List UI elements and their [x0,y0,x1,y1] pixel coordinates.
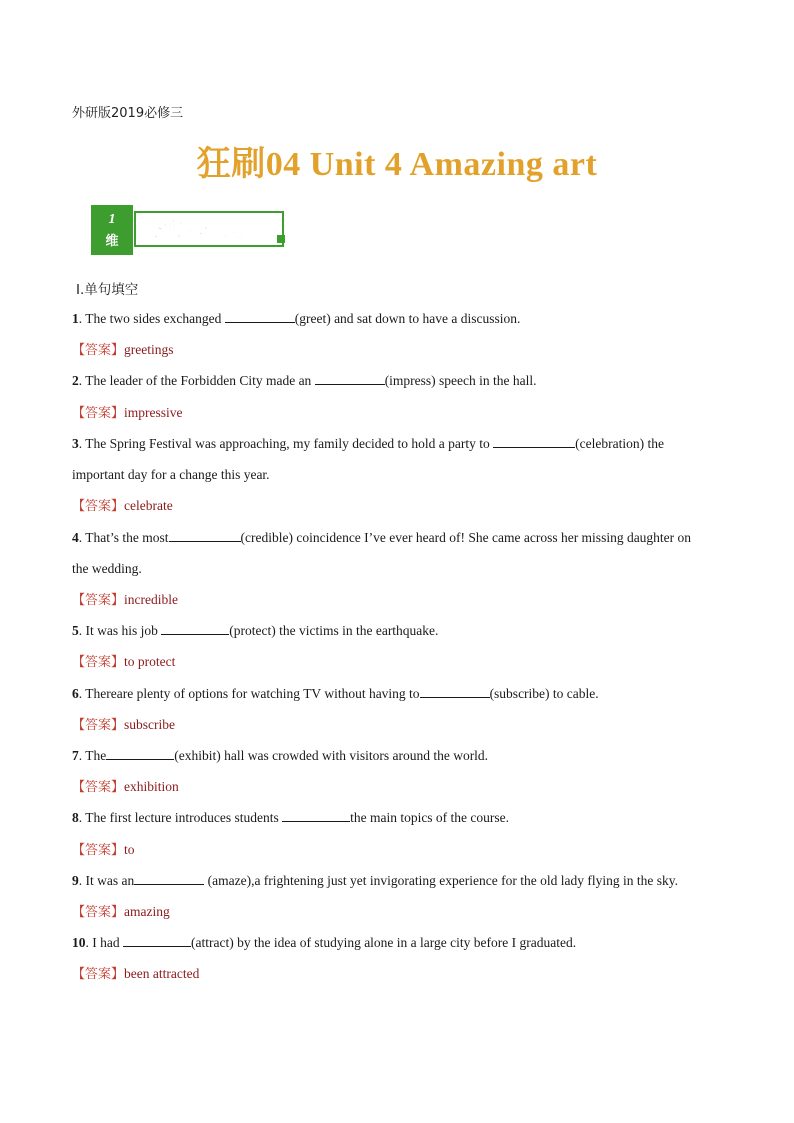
question-text-line2: important day for a change this year. [72,467,270,482]
question-text-after: (greet) and sat down to have a discussion. [294,311,521,326]
question-number: 3 [72,436,79,451]
page-title: 狂刷04 Unit 4 Amazing art [196,146,598,183]
question-text-after: (celebration) the [575,436,664,451]
question-3-continuation [72,465,722,485]
question-text-after: the main topics of the course. [350,810,510,825]
answer-blank [169,528,241,542]
answer-8 [72,840,722,861]
header-note: 外研版2019必修三 [72,106,184,121]
question-7 [72,746,722,766]
answer-value: subscribe [124,717,176,732]
answer-tag: 【答案】 [72,406,125,421]
question-text-after: (exhibit) hall was crowded with visitors around the world. [174,748,489,763]
answer-value: incredible [124,592,178,607]
question-text-before: . Thereare plenty of options for watching TV without having to [78,686,420,701]
question-number: 9 [72,873,79,888]
question-number: 5 [72,623,79,638]
banner-number: 1 [108,212,116,227]
answer-value: exhibition [124,779,179,794]
question-3 [72,434,722,454]
question-text-after: (attract) by the idea of studying alone in a large city before I graduated. [191,935,577,950]
answer-tag: 【答案】 [72,655,125,670]
question-text-before: . The Spring Festival was approaching, my family decided to hold a party to [78,436,494,451]
banner-corner-mark [277,235,285,243]
answer-4 [72,590,722,611]
question-text-before: . The two sides exchanged [78,311,225,326]
question-text-before: . It was an [78,873,135,888]
question-text-before: . The first lecture introduces students [78,810,283,825]
question-4 [72,528,722,548]
question-text-after: (protect) the victims in the earthquake. [229,623,439,638]
question-number: 6 [72,686,79,701]
banner-label: 夯实基础练 [143,217,243,241]
question-6 [72,684,722,704]
answer-tag: 【答案】 [72,780,125,795]
answer-blank [225,309,295,323]
answer-tag: 【答案】 [72,718,125,733]
question-text-before: . The [78,748,107,763]
question-9 [72,871,722,891]
question-text-line2: the wedding. [72,561,142,576]
question-8 [72,808,722,828]
question-number: 4 [72,530,79,545]
answer-value: amazing [124,904,170,919]
section-banner [91,205,287,255]
answer-value: celebrate [124,498,173,513]
answer-blank [420,684,490,698]
answer-value: to protect [124,654,176,669]
answer-blank [106,746,174,760]
answer-value: impressive [124,405,183,420]
answer-value: been attracted [124,966,200,981]
question-number: 8 [72,810,79,825]
answer-blank [315,371,385,385]
question-number: 1 [72,311,79,326]
banner-wei: 维 [105,234,119,249]
answer-tag: 【答案】 [72,593,125,608]
answer-9 [72,902,722,923]
question-number: 7 [72,748,79,763]
answer-value: greetings [124,342,174,357]
answer-10 [72,964,722,985]
question-10 [72,933,722,953]
answer-blank [123,933,191,947]
answer-value: to [124,842,135,857]
answer-blank [161,621,229,635]
question-2 [72,371,722,391]
question-text-before: . I had [85,935,123,950]
question-text-before: . That’s the most [78,530,169,545]
answer-7 [72,777,722,798]
question-5 [72,621,722,641]
answer-tag: 【答案】 [72,967,125,982]
question-number: 10 [72,935,86,950]
question-text-after: (amaze),a frightening just yet invigorating experience for the old lady flying in the sky. [204,873,678,888]
answer-6 [72,715,722,736]
question-4-continuation [72,559,722,579]
answer-tag: 【答案】 [72,343,125,358]
question-text-before: . It was his job [78,623,162,638]
answer-5 [72,652,722,673]
answer-tag: 【答案】 [72,905,125,920]
question-1 [72,309,722,329]
section-heading: Ⅰ.单句填空 [76,282,139,298]
answer-3 [72,496,722,517]
question-text-after: (credible) coincidence I’ve ever heard of! She came across her missing daughter on [240,530,692,545]
answer-tag: 【答案】 [72,499,125,514]
answer-blank [493,434,575,448]
answer-blank [134,871,204,885]
question-text-before: . The leader of the Forbidden City made an [78,373,315,388]
question-text-after: (subscribe) to cable. [489,686,599,701]
answer-2 [72,403,722,424]
question-text-after: (impress) speech in the hall. [384,373,537,388]
answer-blank [282,808,350,822]
answer-1 [72,340,722,361]
question-number: 2 [72,373,79,388]
answer-tag: 【答案】 [72,843,125,858]
